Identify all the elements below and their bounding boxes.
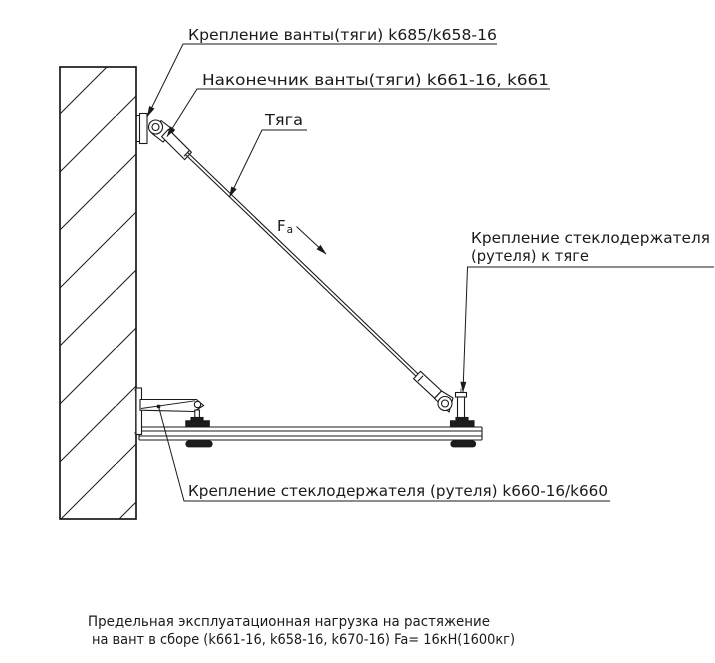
leader-bottom-dot bbox=[157, 405, 161, 409]
glass-holder-disc-right bbox=[451, 441, 476, 447]
post-body bbox=[458, 397, 465, 418]
bracket-arm-pin-head bbox=[194, 401, 200, 407]
tie-rod-lines bbox=[186, 152, 420, 377]
bracket-arm-pin bbox=[195, 410, 200, 418]
leader-top2 bbox=[167, 89, 550, 137]
clamp-right-base bbox=[451, 421, 475, 426]
force-subscript: a bbox=[286, 224, 294, 236]
label-rod: Тяга bbox=[263, 111, 303, 129]
glass-holder-disc-left bbox=[186, 441, 212, 447]
note-line1: Предельная эксплуатационная нагрузка на растяжение bbox=[88, 614, 491, 630]
label-holder-to-rod-line1: Крепление стеклодержателя bbox=[471, 229, 710, 247]
label-rod-anchor: Крепление ванты(тяги) k685/k658-16 bbox=[188, 26, 497, 44]
leader-right bbox=[463, 267, 714, 392]
support-beam bbox=[139, 427, 482, 440]
label-holder-to-rod-line2: (рутеля) к тяге bbox=[471, 247, 589, 265]
post-cap bbox=[456, 393, 467, 398]
annotations bbox=[88, 26, 710, 648]
rod-sleeve-top bbox=[162, 129, 192, 159]
leader-lines bbox=[147, 44, 714, 501]
wall-hatch bbox=[60, 67, 136, 519]
leader-rod bbox=[230, 130, 308, 197]
pin-bottom-inner bbox=[442, 400, 449, 407]
tie-rod bbox=[186, 152, 420, 377]
force-symbol: F bbox=[277, 217, 286, 235]
wall-anchor-top bbox=[136, 114, 191, 160]
clamp-left-base bbox=[186, 421, 210, 426]
glass-holder-left bbox=[134, 388, 212, 447]
note-line2: на вант в сборе (k661-16, k658-16, k670-16) Fa= 16кН(1600кг) bbox=[92, 632, 515, 648]
label-rod-tip: Наконечник ванты(тяги) k661-16, k661 bbox=[202, 71, 549, 89]
force-label bbox=[277, 217, 293, 236]
rod-sleeve-bottom bbox=[414, 371, 442, 398]
label-glass-holder: Крепление стеклодержателя (рутеля) k660-16/k660 bbox=[188, 482, 608, 500]
anchor-plate bbox=[140, 114, 148, 144]
force-arrow bbox=[297, 227, 327, 255]
beam-wall-plate bbox=[136, 388, 142, 435]
wall-section bbox=[60, 67, 136, 519]
pin-top-inner bbox=[152, 124, 159, 131]
support-beam-profile bbox=[139, 427, 482, 440]
